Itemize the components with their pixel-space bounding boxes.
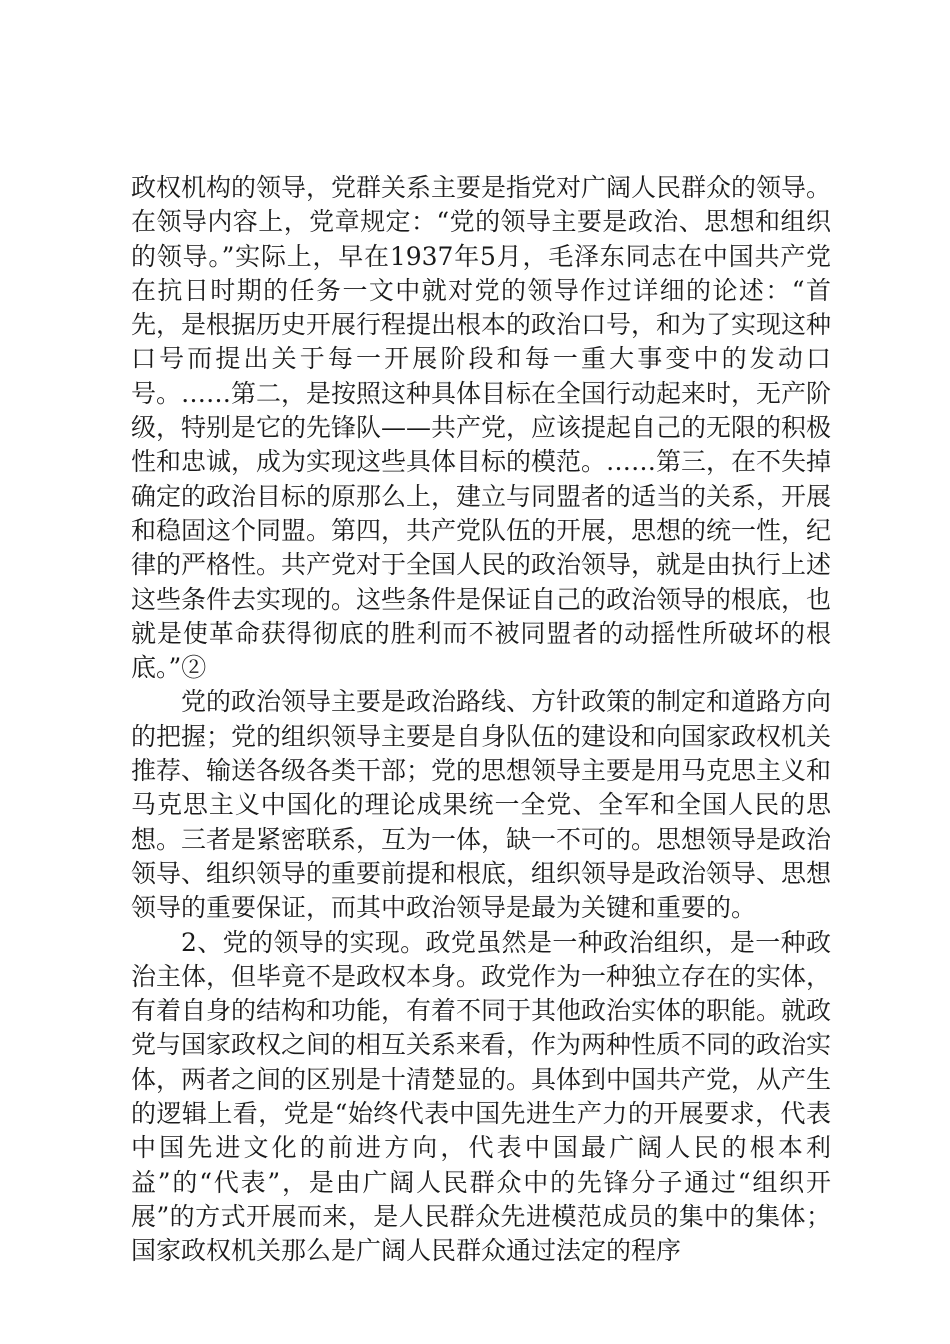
paragraph-3: 2、党的领导的实现。政党虽然是一种政治组织，是一种政治主体，但毕竟不是政权本身。政党作为一种独立存在的实体，有着自身的结构和功能，有着不同于其他政治实体的职能。就政党与国家政权之间的相互关系来看，作为两种性质不同的政治实体，两者之间的区别是十清楚显的。具体到中国共产党，从产生的逻辑上看，党是“始终代表中国先进生产力的开展要求，代表中国先进文化的前进方向，代表中国最广阔人民的根本利益”的“代表”，是由广阔人民群众中的先锋分子通过“组织开展”的方式开展而来，是人民群众先进模范成员的集中的集体；国家政权机关那么是广阔人民群众通过法定的程序 <box>131 927 832 1266</box>
body-text <box>131 171 831 1269</box>
paragraph-2: 党的政治领导主要是政治路线、方针政策的制定和道路方向的把握；党的组织领导主要是自身队伍的建设和向国家政权机关推荐、输送各级各类干部；党的思想领导主要是用马克思主义和马克思主义中国化的理论成果统一全党、全军和全国人民的思想。三者是紧密联系，互为一体，缺一不可的。思想领导是政治领导、组织领导的重要前提和根底，组织领导是政治领导、思想领导的重要保证，而其中政治领导是最为关键和重要的。 <box>131 687 832 923</box>
paragraph-1: 政权机构的领导，党群关系主要是指党对广阔人民群众的领导。在领导内容上，党章规定：“党的领导主要是政治、思想和组织的领导。”实际上，早在1937年5月，毛泽东同志在中国共产党在抗日时期的任务一文中就对党的领导作过详细的论述：“首先，是根据历史开展行程提出根本的政治口号，和为了实现这种口号而提出关于每一开展阶段和每一重大事变中的发动口号。……第二，是按照这种具体目标在全国行动起来时，无产阶级，特别是它的先锋队——共产党，应该提起自己的无限的积极性和忠诚，成为实现这些具体目标的模范。……第三，在不失掉确定的政治目标的原那么上，建立与同盟者的适当的关系，开展和稳固这个同盟。第四，共产党队伍的开展，思想的统一性，纪律的严格性。共产党对于全国人民的政治领导，就是由执行上述这些条件去实现的。这些条件是保证自己的政治领导的根底，也就是使革命获得彻底的胜利而不被同盟者的动摇性所破坏的根底。”② <box>131 173 832 683</box>
